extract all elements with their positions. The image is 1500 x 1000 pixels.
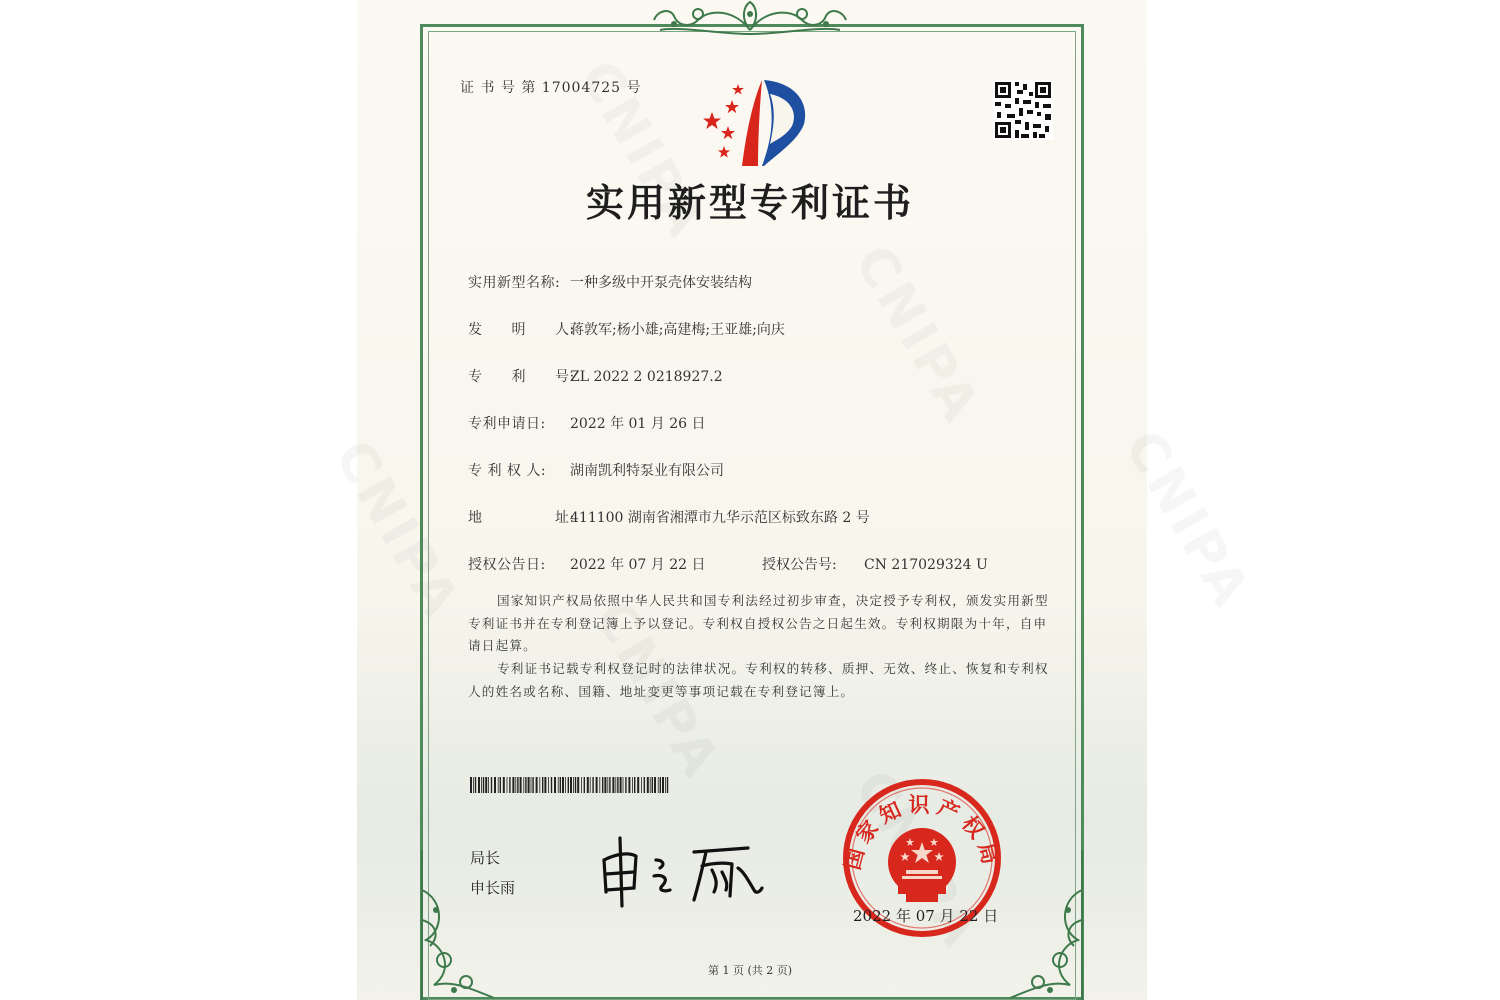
field-value: 2022 年 01 月 26 日 — [570, 416, 706, 432]
field-label: 专利申请日: — [468, 416, 546, 432]
field-value: ZL 2022 2 0218927.2 — [570, 369, 723, 385]
field-value: 411100 湖南省湘潭市九华示范区标致东路 2 号 — [570, 510, 870, 526]
field-patent-number — [468, 366, 723, 386]
barcode-icon — [470, 777, 672, 793]
field-grant-date — [468, 554, 706, 574]
cnipa-logo-icon — [692, 74, 812, 169]
field-label: 地 址: — [468, 510, 575, 526]
field-value: 湖南凯利特泵业有限公司 — [570, 463, 724, 479]
certificate-title: 实用新型专利证书 — [585, 181, 914, 225]
director-name: 申长雨 — [470, 879, 516, 897]
field-value: 蒋敦军;杨小雄;高建梅;王亚雄;向庆 — [570, 322, 785, 338]
seal-text: 国家知识产权局 — [840, 793, 1004, 873]
field-label: 专 利 权 人: — [468, 463, 547, 479]
field-value: 2022 年 07 月 22 日 — [570, 557, 706, 573]
field-inventors — [468, 319, 785, 339]
director-signature-icon — [598, 830, 768, 910]
certificate-number: 证 书 号 第 17004725 号 — [460, 80, 642, 96]
field-label: 授权公告号: — [762, 557, 837, 573]
director-title: 局长 — [470, 849, 501, 867]
field-label: 实用新型名称: — [468, 275, 561, 291]
field-label: 发 明 人: — [468, 322, 575, 338]
field-filing-date — [468, 413, 706, 433]
field-value: CN 217029324 U — [864, 557, 988, 573]
statement-paragraph: 专利证书记载专利权登记时的法律状况。专利权的转移、质押、无效、终止、恢复和专利权人的姓名或名称、国籍、地址变更等事项记载在专利登记簿上。 — [468, 661, 1049, 699]
seal-date: 2022 年 07 月 22 日 — [853, 907, 999, 925]
field-grant-number — [762, 554, 988, 574]
field-address — [468, 507, 870, 527]
field-value: 一种多级中开泵壳体安装结构 — [570, 275, 752, 291]
field-utility-model-name — [468, 272, 752, 292]
top-ornament-icon — [640, 0, 860, 40]
page-number: 第 1 页 (共 2 页) — [707, 964, 793, 977]
qr-code-icon — [993, 80, 1053, 140]
field-label: 专 利 号: — [468, 369, 575, 385]
statement-paragraph: 国家知识产权局依照中华人民共和国专利法经过初步审查，决定授予专利权，颁发实用新型专利证书并在专利登记簿上予以登记。专利权自授权公告之日起生效。专利权期限为十年，自申请日起算。 — [468, 593, 1049, 653]
field-patentee — [468, 460, 724, 480]
field-label: 授权公告日: — [468, 557, 546, 573]
